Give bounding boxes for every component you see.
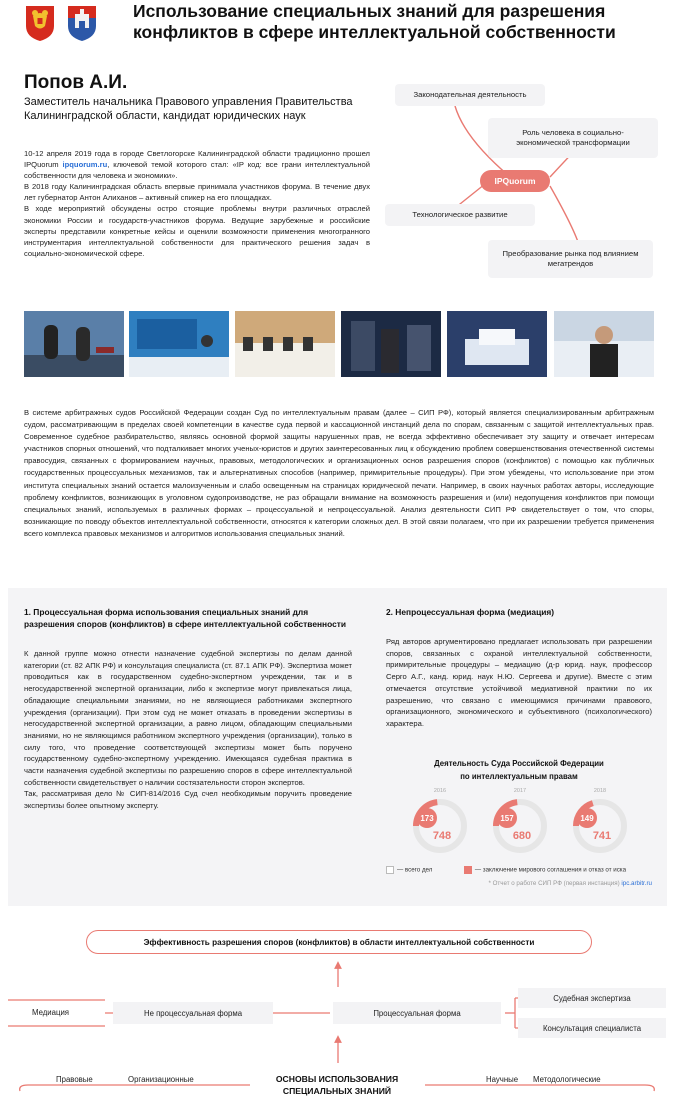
section-mediation-text bbox=[386, 636, 652, 730]
mindmap-item-legislation: Законодательная деятельность bbox=[395, 84, 545, 106]
legend-settled-label: — заключение мирового соглашения и отказ от иска bbox=[474, 866, 627, 874]
photo-forum-stage bbox=[129, 311, 229, 377]
main-text: В системе арбитражных судов Российской Федерации создан Суд по интеллектуальным правам (далее – СИП РФ), который является специализированным арбитражным судом, рассматривающим в пределах своей компетенции в качестве суда первой и кассационной инстанций дела по спорам, связанным с защитой интеллектуальных прав. Современное судебное разбирательство, являясь основной формой защиты нарушенных прав, не всегда эффективно обеспечивает эту защиту и отвечает интересам участников спорных отношений, что подталкивает многих ученых-юристов и других заинтересованных лиц к обсуждению проблем совершенствования отечественной системы правосудия, связанных с формированием научных, правовых, методологических и организационных основ разрешения споров (конфликтов) с помощью как публичных государственных процессуальных механизмов, так и альтернативных способов (например, примирительные процедуры). При этом убеждены, что использование при этом института специальных знаний остается малоизученным и слабо освещенным на страницах юридической печати. Например, в своих научных работах авторы, исследующие проблему конфликтов, возникающих в уголовном судопроизводстве, не раз обращали внимание на возможность разрешения и (или) недопущения конфликтов при помощи специальных знаний, используемых в различных формах – процессуальной и непроцессуальной. Анализ деятельности СИП РФ свидетельствует о том, что споры, возникающие по поводу объектов интеллектуальной собственности, относятся к категории сложных дел. В этой связи полагаем, что при их разрешении требуется применения всего комплекса правовых механизмов и алгоритмов использования специальных знаний. bbox=[24, 408, 654, 538]
mindmap-center: IPQuorum bbox=[480, 170, 550, 192]
section-procedural-paragraph-2: Так, рассматривая дело № СИП-814/2016 Суд счел необходимым поручить проведение экспертизы более опытному эксперту. bbox=[24, 789, 352, 811]
bottom-diagram bbox=[0, 925, 675, 1099]
intro-p1-start: 10-12 апреля 2019 года в городе Светлогорске Калининградской области традиционно прошел IPQuorum bbox=[24, 149, 370, 170]
ipc-arbitr-link[interactable]: ipc.arbitr.ru bbox=[621, 880, 652, 887]
diagram-nonprocedural-form: Не процессуальная форма bbox=[113, 1002, 273, 1024]
diagram-specialist-consultation: Консультация специалиста bbox=[518, 1018, 666, 1038]
diagram-methodological: Методологические bbox=[533, 1075, 601, 1084]
section-mediation-title: 2. Непроцессуальная форма (медиация) bbox=[386, 607, 555, 617]
mindmap-item-market: Преобразование рынка под влиянием мегатрендов bbox=[488, 240, 653, 278]
forum-photos bbox=[24, 311, 654, 377]
section-mediation bbox=[386, 606, 652, 730]
intro-paragraph-1 bbox=[24, 148, 370, 181]
photo-model-exhibit bbox=[447, 311, 547, 377]
chart-settled-value: 149 bbox=[580, 814, 594, 823]
photo-signing-ceremony bbox=[24, 311, 124, 377]
stats-title bbox=[386, 758, 652, 783]
section-procedural-paragraph-1: К данной группе можно отнести назначение судебной экспертизы по делам данной категории (ст. 82 АПК РФ) и консультация специалиста (ст. 87.1 АПК РФ). Экспертиза может проводиться как в государственном судебно-экспертном учреждении, так и в негосударственной экспертной организации, либо к экспертизе могут привлекаться лица, обладающие специальными знаниями, но не являющиеся работниками экспертного учреждения (организации). При этом суд не может отказать в проведении экспертизы в негосударственной экспертной организации, а равно лицом, обладающим специальными знаниями, но не являющимся работником экспертного учреждения (организации), только в силу того, что проведение соответствующей экспертизы может быть поручено государственному судебно-экспертному учреждению. Имеющаяся судебная практика в части назначения судебной экспертизы по разрешению споров в сфере интеллектуальной собственности свидетельствует о наличии состязательности сторон экспертов. bbox=[24, 649, 352, 787]
stats-legend bbox=[386, 866, 666, 874]
author-position: Заместитель начальника Правового управления Правительства Калининградской области, кандидат юридических наук bbox=[24, 96, 353, 122]
chart-total-value: 748 bbox=[432, 830, 452, 842]
section-procedural bbox=[24, 606, 352, 812]
mindmap-item-human-role: Роль человека в социально-экономической трансформации bbox=[488, 118, 658, 158]
intro-paragraph-2: В 2018 году Калининградская область впервые принимала участников форума. В течение двух лет губернатор Антон Алиханов – активный спикер на его площадках. bbox=[24, 182, 370, 203]
header bbox=[0, 0, 675, 50]
intro-p1-end: , ключевой темой которого стал: «IP код: все грани интеллектуальной собственности для человека и экономики». bbox=[24, 160, 371, 181]
section-mediation-paragraph-1: Ряд авторов аргументировано предлагает использовать при разрешении споров, связанных с охраной интеллектуальной собственности, примирительные процедуры – медиацию (д-р юрид. наук, профессор Серго А.Г., канд. юрид. наук Н.Ю. Сергеева и другие). Вместе с этим отмечается отсутствие устойчивой медиативной практики по их разрешению, что связано с имеющимися причинами правового, организационного, экономического и субъективного (психологического) характера. bbox=[386, 637, 652, 728]
diagram-organizational: Организационные bbox=[128, 1075, 194, 1084]
legend-total-swatch bbox=[386, 866, 394, 874]
stats-donut-chart bbox=[400, 786, 640, 856]
ipquorum-link[interactable]: ipquorum.ru bbox=[62, 160, 108, 170]
chart-year-label: 2018 bbox=[593, 788, 607, 794]
intro-text bbox=[24, 148, 370, 259]
photo-exhibition bbox=[341, 311, 441, 377]
author-name: Попов А.И. bbox=[24, 72, 128, 93]
page-title: Использование специальных знаний для разрешения конфликтов в сфере интеллектуальной собственности bbox=[133, 1, 616, 42]
mindmap-item-tech: Технологическое развитие bbox=[385, 204, 535, 226]
stats-title-line-2: по интеллектуальным правам bbox=[460, 771, 578, 781]
intro-paragraph-3: В ходе мероприятий обсуждены остро стоящие проблемы внутри различных отраслей экономики России и государств-участников форума. Ведущие зарубежные и российские эксперты представили конкретные кейсы и оценили возможности применения многогранного инструментария интеллектуальной собственности для практического решения задач в социально-экономической сфере. bbox=[24, 204, 370, 258]
kaliningrad-coat-of-arms-icon bbox=[66, 4, 98, 42]
legend-settled-swatch bbox=[464, 866, 472, 874]
legend-total-label: — всего дел bbox=[397, 866, 433, 874]
diagram-legal: Правовые bbox=[56, 1075, 93, 1084]
chart-year-label: 2016 bbox=[433, 788, 447, 794]
diagram-procedural-form: Процессуальная форма bbox=[333, 1002, 501, 1024]
photo-panel-session bbox=[235, 311, 335, 377]
russia-coat-of-arms-icon bbox=[24, 4, 56, 42]
photo-speaker bbox=[554, 311, 654, 377]
chart-total-value: 741 bbox=[592, 830, 612, 842]
diagram-foundations: ОСНОВЫ ИСПОЛЬЗОВАНИЯ СПЕЦИАЛЬНЫХ ЗНАНИЙ bbox=[275, 1074, 399, 1096]
diagram-mediation: Медиация bbox=[32, 1008, 70, 1017]
section-procedural-title: 1. Процессуальная форма использования специальных знаний для разрешения споров (конфликтов) в сфере интеллектуальной собственности bbox=[24, 607, 347, 629]
effectiveness-banner: Эффективность разрешения споров (конфликтов) в области интеллектуальной собственности bbox=[86, 930, 592, 954]
chart-total-value: 680 bbox=[512, 830, 532, 842]
stats-source-text: * Отчет о работе СИП РФ (первая инстанция) bbox=[488, 880, 622, 887]
chart-settled-value: 157 bbox=[500, 814, 514, 823]
stats-source bbox=[386, 880, 652, 887]
chart-year-label: 2017 bbox=[513, 788, 527, 794]
chart-settled-value: 173 bbox=[420, 814, 434, 823]
section-procedural-text bbox=[24, 648, 352, 812]
stats-title-line-1: Деятельность Суда Российской Федерации bbox=[434, 759, 604, 768]
diagram-scientific: Научные bbox=[486, 1075, 519, 1084]
ipquorum-mindmap bbox=[385, 80, 665, 280]
diagram-court-expertise: Судебная экспертиза bbox=[518, 988, 666, 1008]
